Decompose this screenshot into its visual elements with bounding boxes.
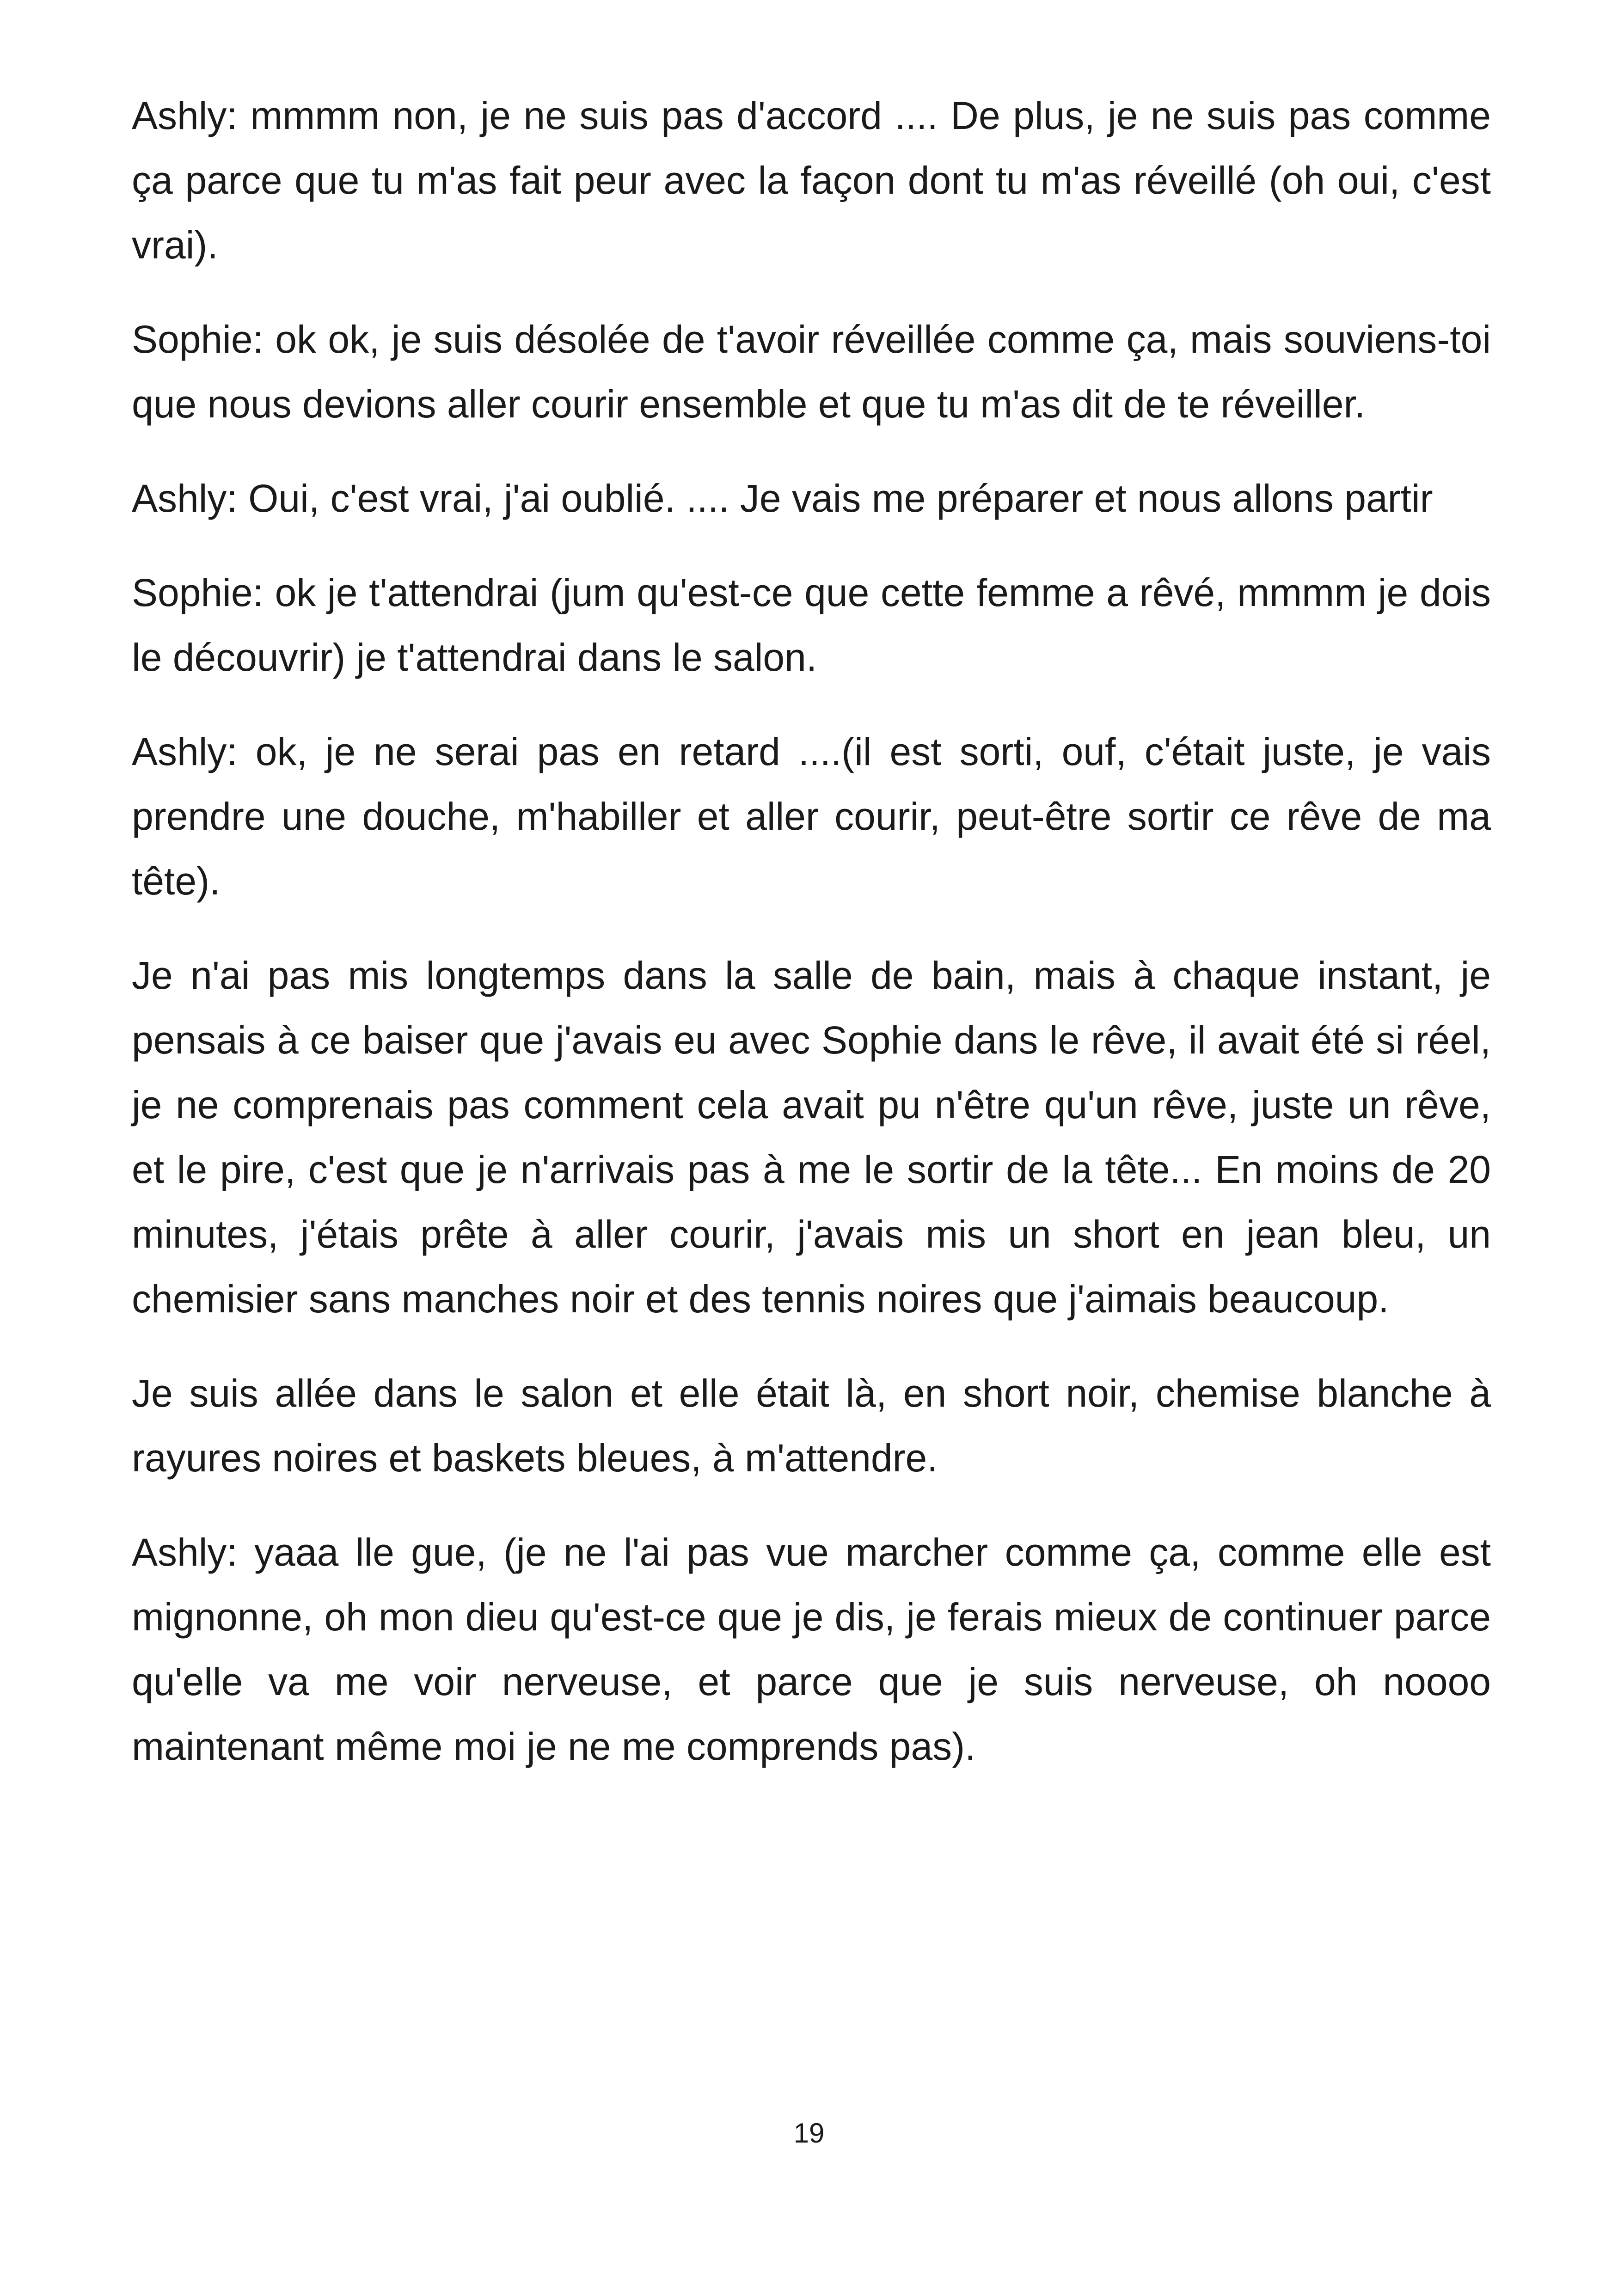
body-text xyxy=(132,83,1491,1808)
paragraph: Je n'ai pas mis longtemps dans la salle de bain, mais à chaque instant, je pensais à ce baiser que j'avais eu avec Sophie dans le rêve, il avait été si réel, je ne comprenais pas comment cela avait pu n'être qu'un rêve, juste un rêve, et le pire, c'est que je n'arrivais pas à me le sortir de la tête... En moins de 20 minutes, j'étais prête à aller courir, j'avais mis un short en jean bleu, un chemisier sans manches noir et des tennis noires que j'aimais beaucoup. xyxy=(132,954,1491,1321)
paragraph: Ashly: mmmm non, je ne suis pas d'accord .... De plus, je ne suis pas comme ça parce que tu m'as fait peur avec la façon dont tu m'as réveillé (oh oui, c'est vrai). xyxy=(132,94,1491,267)
paragraph: Ashly: yaaa lle gue, (je ne l'ai pas vue marcher comme ça, comme elle est mignonne, oh mon dieu qu'est-ce que je dis, je ferais mieux de continuer parce qu'elle va me voir nerveuse, et parce que je suis nerveuse, oh noooo maintenant même moi je ne me comprends pas). xyxy=(132,1531,1491,1768)
paragraph: Je suis allée dans le salon et elle était là, en short noir, chemise blanche à rayures noires et baskets bleues, à m'attendre. xyxy=(132,1371,1491,1480)
paragraph: Ashly: ok, je ne serai pas en retard ....(il est sorti, ouf, c'était juste, je vais prendre une douche, m'habiller et aller courir, peut-être sortir ce rêve de ma tête). xyxy=(132,730,1491,903)
paragraph: Ashly: Oui, c'est vrai, j'ai oublié. .... Je vais me préparer et nous allons partir xyxy=(132,477,1433,520)
page-number: 19 xyxy=(793,2118,825,2149)
paragraph: Sophie: ok je t'attendrai (jum qu'est-ce que cette femme a rêvé, mmmm je dois le découvrir) je t'attendrai dans le salon. xyxy=(132,571,1491,679)
paragraph: Sophie: ok ok, je suis désolée de t'avoir réveillée comme ça, mais souviens-toi que nous devions aller courir ensemble et que tu m'as dit de te réveiller. xyxy=(132,318,1491,426)
